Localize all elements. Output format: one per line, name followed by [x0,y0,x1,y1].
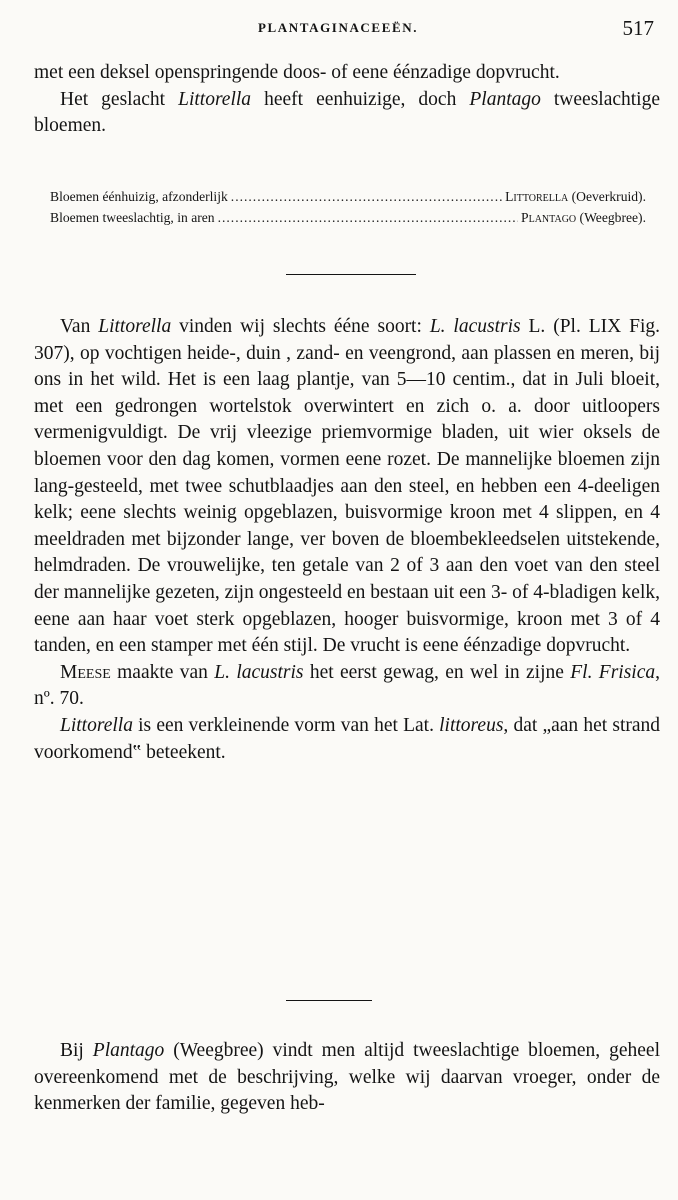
genus-comparison-paragraph: Het geslacht Littorella heeft eenhuizige, doch Plantago tweeslachtige bloemen. [34,88,660,137]
etymology-paragraph: Littorella is een verkleinende vorm van het Lat. littoreus, dat „aan het strand voorkomend‟ beteekent. [34,714,661,763]
section-divider [286,274,416,275]
leader-dots [218,208,518,229]
key-description: Bloemen éénhuizig, afzonderlijk [50,189,228,204]
running-title: PLANTAGINACEEËN. [258,20,419,35]
key-result: Plantago (Weegbree). [521,209,646,225]
key-result: Littorella (Oeverkruid). [505,189,646,204]
key-row [50,208,646,229]
page-number: 517 [622,16,654,40]
plantago-section [34,1038,660,1118]
continued-line: met een deksel openspringende doos- of eene éénzadige dopvrucht. [34,62,560,83]
plantago-paragraph: Bij Plantago (Weegbree) vindt men altijd tweeslachtige bloemen, geheel overeenkomend met de beschrijving, welke wij daarvan vroeger, onder de kenmerken der familie, gegeven heb- [34,1040,661,1115]
meese-paragraph: Meese maakte van L. lacustris het eerst gewag, en wel in zijne Fl. Frisica, nº. 70. [34,661,660,710]
key-row [50,187,646,208]
genus-key [50,187,646,228]
section-divider [286,1000,372,1001]
key-description: Bloemen tweeslachtig, in aren [50,209,215,225]
littorella-description-paragraph: Van Littorella vinden wij slechts ééne soort: L. lacustris L. (Pl. LIX Fig. 307), op vochtigen heide-, duin , zand- en veengrond, aan plassen en meren, bij ons in het wild. Het is een laag plantje, van 5—10 centim., dat in Juli bloeit, met een gedrongen wortelstok overwintert en zich o. a. door uitloopers vermenigvuldigt. De vrij vleezige priemvormige bladen, uit wier oksels de bloemen voor den dag komen, vormen eene rozet. De mannelijke bloemen zijn lang-gesteeld, met twee schutblaadjes aan den steel, en hebben een 4-deeligen kelk; eene slechts weinig opgeblazen, buisvormige kroon met 4 slippen, en 4 meeldraden met bijzonder lange, ver boven de bloembekleedselen uitstekende, helmdraden. De vrouwelijke, ten getale van 2 of 3 aan den voet van den steel der mannelijke gezeten, zijn ongesteeld en bestaan uit een 3- of 4-bladigen kelk, eene aan haar voet sterk opgeblazen, hooger buisvormige, kroon met 3 of 4 tanden, en een stamper met één stijl. De vrucht is eene éénzadige dopvrucht. [34,316,661,657]
page-header [0,18,678,46]
leader-dots [231,187,502,208]
intro-paragraphs [34,60,660,140]
littorella-section [34,314,660,766]
